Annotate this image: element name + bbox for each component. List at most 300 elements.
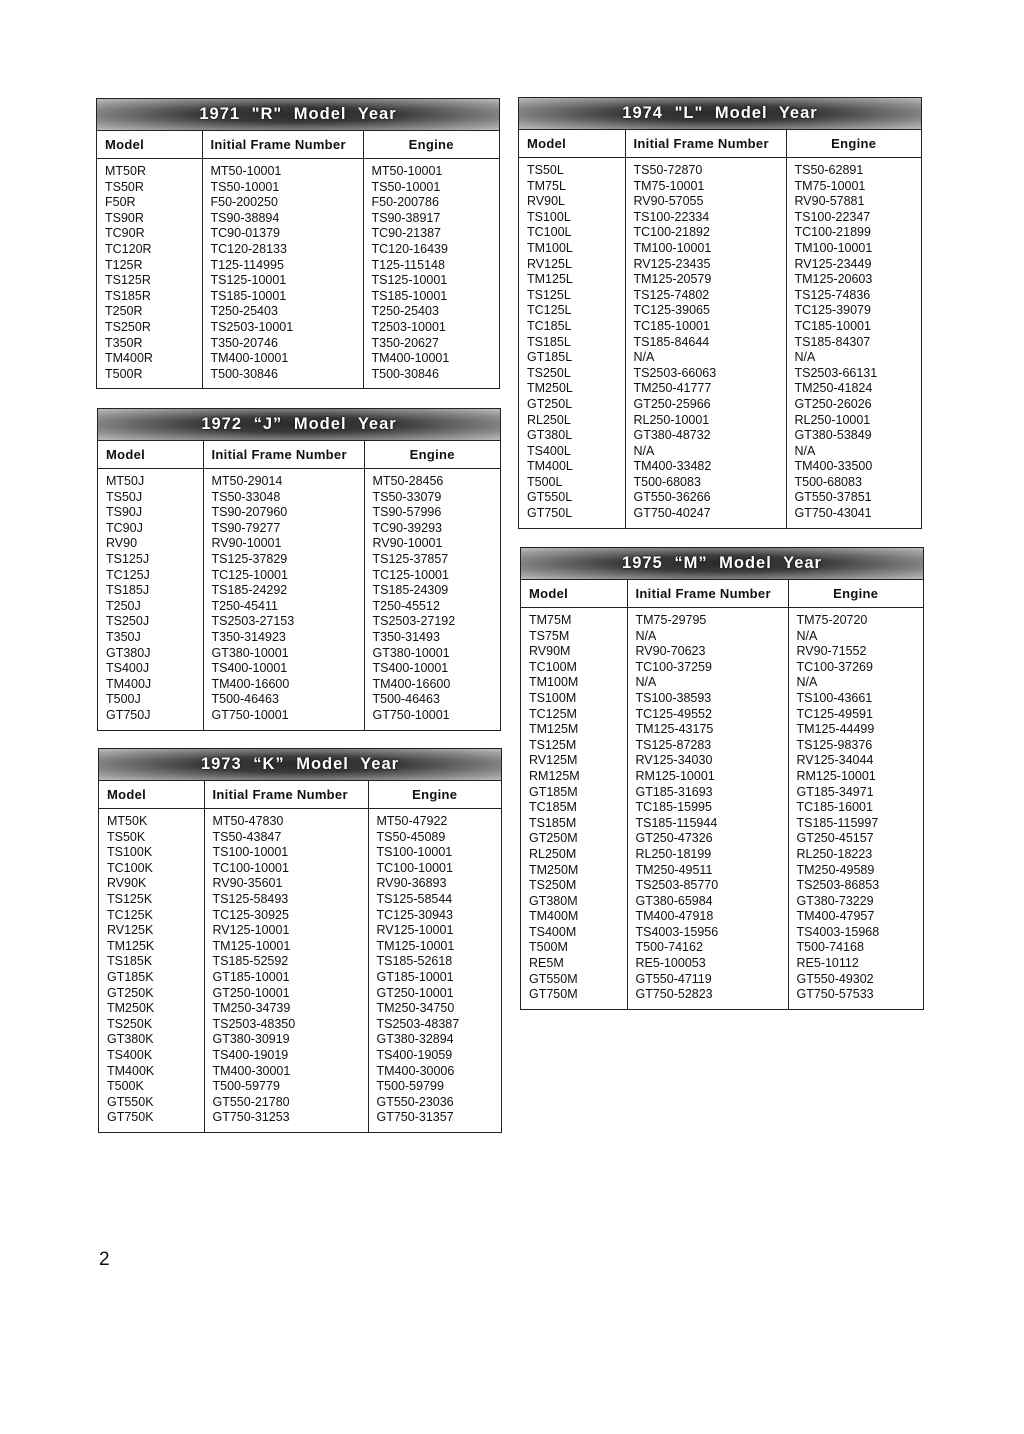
table-row [98, 536, 500, 552]
table-row [97, 211, 499, 227]
header-engine: Engine [786, 130, 921, 158]
table-row [98, 490, 500, 506]
engine-number-cell: T2503-10001 [371, 319, 446, 334]
frame-number-cell: TC100-21892 [625, 225, 786, 241]
model-cell: TS50R [97, 180, 202, 196]
model-cell: TM400J [98, 677, 203, 693]
header-engine: Engine [363, 131, 499, 159]
table-row [98, 661, 500, 677]
table-row [521, 691, 923, 707]
frame-number-cell: GT380-10001 [203, 646, 364, 662]
model-cell: TC120R [97, 242, 202, 258]
frame-number-cell: RV125-34030 [627, 753, 788, 769]
engine-number-cell: TC100-21899 [794, 225, 871, 240]
frame-number-cell: TS185-84644 [625, 335, 786, 351]
model-cell: GT550K [99, 1095, 204, 1111]
model-cell: TM400L [519, 459, 625, 475]
engine-number-cell: GT380-32894 [376, 1032, 454, 1047]
model-cell: GT750J [98, 708, 203, 730]
engine-number-cell: TS2503-27192 [372, 614, 456, 629]
table-row [97, 304, 499, 320]
table-row [98, 568, 500, 584]
engine-number-cell: GT550-23036 [376, 1094, 454, 1109]
engine-number-cell: N/A [796, 628, 818, 643]
model-cell: TS250M [521, 878, 627, 894]
engine-number-cell: T500-68083 [794, 474, 862, 489]
model-cell: TC100M [521, 660, 627, 676]
table-1973 [98, 748, 502, 1133]
model-cell: RE5M [521, 956, 627, 972]
table-row [97, 180, 499, 196]
table-1972 [97, 408, 501, 731]
data-table [519, 130, 921, 528]
frame-number-cell: N/A [627, 675, 788, 691]
model-cell: RM125M [521, 769, 627, 785]
table-title: 1974 "L" Model Year [622, 104, 818, 122]
engine-number-cell: F50-200786 [371, 195, 439, 210]
engine-number-cell: RV90-36893 [376, 876, 447, 891]
header-engine: Engine [364, 441, 500, 469]
engine-number-cell: GT380-73229 [796, 893, 874, 908]
table-row [519, 158, 921, 179]
table-row [99, 809, 501, 830]
header-frame: Initial Frame Number [202, 131, 363, 159]
table-row [98, 614, 500, 630]
model-cell: TC125J [98, 568, 203, 584]
page-number: 2 [99, 1249, 110, 1270]
table-row [98, 552, 500, 568]
engine-number-cell: TC125-10001 [372, 567, 449, 582]
frame-number-cell: TC125-10001 [203, 568, 364, 584]
model-cell: TM250M [521, 863, 627, 879]
model-cell: TS185L [519, 335, 625, 351]
engine-number-cell: TC90-21387 [371, 226, 441, 241]
engine-number-cell: RV90-10001 [372, 536, 443, 551]
table-row [521, 925, 923, 941]
table-row [521, 753, 923, 769]
engine-number-cell: TM125-44499 [796, 722, 875, 737]
model-cell: T250R [97, 304, 202, 320]
engine-number-cell: MT50-28456 [372, 474, 444, 488]
model-cell: RL250L [519, 413, 625, 429]
engine-number-cell: TS90-57996 [372, 505, 442, 520]
table-title: 1975 “M” Model Year [622, 554, 822, 572]
model-cell: TC90R [97, 226, 202, 242]
engine-number-cell: MT50-10001 [371, 164, 443, 178]
table-title: 1971 "R" Model Year [199, 105, 397, 123]
model-cell: TS100K [99, 845, 204, 861]
model-cell: TS250R [97, 320, 202, 336]
frame-number-cell: TS50-33048 [203, 490, 364, 506]
engine-number-cell: N/A [794, 350, 816, 365]
frame-number-cell: TS125-58493 [204, 892, 368, 908]
table-row [99, 845, 501, 861]
engine-number-cell: TS125-98376 [796, 737, 873, 752]
frame-number-cell: TS125-10001 [202, 273, 363, 289]
engine-number-cell: TS185-52618 [376, 954, 453, 969]
model-cell: RL250M [521, 847, 627, 863]
model-cell: TM100L [519, 241, 625, 257]
frame-number-cell: RV125-23435 [625, 257, 786, 273]
engine-number-cell: GT750-10001 [372, 707, 450, 722]
frame-number-cell: TS400-10001 [203, 661, 364, 677]
frame-number-cell: TS125-87283 [627, 738, 788, 754]
table-row [521, 847, 923, 863]
table-row [521, 608, 923, 629]
model-cell: TS185K [99, 954, 204, 970]
model-cell: TC90J [98, 521, 203, 537]
table-row [519, 366, 921, 382]
frame-number-cell: GT250-25966 [625, 397, 786, 413]
table-1975 [520, 547, 924, 1010]
table-row [99, 1110, 501, 1132]
frame-number-cell: TC185-15995 [627, 800, 788, 816]
frame-number-cell: TS2503-10001 [202, 320, 363, 336]
table-row [521, 660, 923, 676]
model-cell: T350R [97, 336, 202, 352]
model-cell: RV125L [519, 257, 625, 273]
table-row [99, 908, 501, 924]
engine-number-cell: TS185-84307 [794, 334, 871, 349]
model-cell: T500R [97, 367, 202, 389]
table-row [519, 319, 921, 335]
table-row [521, 878, 923, 894]
header-model: Model [98, 441, 203, 469]
frame-number-cell: MT50-29014 [203, 469, 364, 490]
table-row [521, 816, 923, 832]
frame-number-cell: T500-30846 [202, 367, 363, 389]
engine-number-cell: RV90-57881 [794, 194, 865, 209]
frame-number-cell: T500-68083 [625, 475, 786, 491]
frame-number-cell: TS185-24292 [203, 583, 364, 599]
model-cell: TS50L [519, 158, 625, 179]
table-row [99, 939, 501, 955]
engine-number-cell: TS50-45089 [376, 829, 446, 844]
table-row [521, 940, 923, 956]
model-cell: TC100K [99, 861, 204, 877]
model-cell: TS400J [98, 661, 203, 677]
engine-number-cell: TS2503-48387 [376, 1016, 460, 1031]
model-cell: TC100L [519, 225, 625, 241]
frame-number-cell: TS90-79277 [203, 521, 364, 537]
frame-number-cell: TC120-28133 [202, 242, 363, 258]
engine-number-cell: TS50-62891 [794, 163, 864, 177]
engine-number-cell: RV125-10001 [376, 923, 454, 938]
model-cell: TM125M [521, 722, 627, 738]
model-cell: RV90K [99, 876, 204, 892]
frame-number-cell: TS125-74802 [625, 288, 786, 304]
table-row [521, 894, 923, 910]
table-row [98, 708, 500, 730]
engine-number-cell: GT185-34971 [796, 784, 874, 799]
model-cell: TS100L [519, 210, 625, 226]
table-row [519, 241, 921, 257]
header-frame: Initial Frame Number [203, 441, 364, 469]
frame-number-cell: GT550-21780 [204, 1095, 368, 1111]
table-row [99, 892, 501, 908]
model-cell: RV125M [521, 753, 627, 769]
table-row [97, 242, 499, 258]
engine-number-cell: T500-74168 [796, 940, 864, 955]
engine-number-cell: T500-30846 [371, 366, 439, 381]
model-cell: GT380L [519, 428, 625, 444]
engine-number-cell: TS125-10001 [371, 273, 448, 288]
model-cell: RV90 [98, 536, 203, 552]
model-cell: GT550L [519, 490, 625, 506]
table-row [519, 475, 921, 491]
frame-number-cell: RV90-35601 [204, 876, 368, 892]
table-row [99, 1032, 501, 1048]
engine-number-cell: RE5-10112 [796, 956, 859, 971]
model-cell: TS125J [98, 552, 203, 568]
engine-number-cell: GT750-43041 [794, 506, 872, 521]
engine-number-cell: TM250-34750 [376, 1001, 455, 1016]
frame-number-cell: TC125-49552 [627, 707, 788, 723]
table-row [521, 738, 923, 754]
frame-number-cell: TC125-39065 [625, 303, 786, 319]
model-cell: TS250J [98, 614, 203, 630]
engine-number-cell: TS400-10001 [372, 661, 449, 676]
table-row [99, 1017, 501, 1033]
frame-number-cell: TS100-22334 [625, 210, 786, 226]
engine-number-cell: GT380-10001 [372, 645, 450, 660]
frame-number-cell: TM250-41777 [625, 381, 786, 397]
frame-number-cell: TC100-10001 [204, 861, 368, 877]
engine-number-cell: TM400-47957 [796, 909, 875, 924]
table-row [97, 367, 499, 389]
model-cell: TM250L [519, 381, 625, 397]
header-engine: Engine [368, 781, 501, 809]
engine-number-cell: TC125-49591 [796, 706, 873, 721]
table-row [98, 505, 500, 521]
frame-number-cell: RV90-57055 [625, 194, 786, 210]
model-cell: GT185L [519, 350, 625, 366]
header-frame: Initial Frame Number [625, 130, 786, 158]
table-row [99, 1064, 501, 1080]
frame-number-cell: N/A [625, 350, 786, 366]
engine-number-cell: TM400-10001 [371, 351, 450, 366]
engine-number-cell: TC185-16001 [796, 800, 873, 815]
frame-number-cell: TS50-72870 [625, 158, 786, 179]
frame-number-cell: TS100-38593 [627, 691, 788, 707]
header-model: Model [521, 580, 627, 608]
table-banner [521, 548, 923, 580]
frame-number-cell: TS2503-66063 [625, 366, 786, 382]
table-row [97, 336, 499, 352]
frame-number-cell: GT380-48732 [625, 428, 786, 444]
frame-number-cell: T350-314923 [203, 630, 364, 646]
frame-number-cell: TS185-52592 [204, 954, 368, 970]
model-cell: TS125M [521, 738, 627, 754]
data-table [99, 781, 501, 1132]
frame-number-cell: T125-114995 [202, 258, 363, 274]
engine-number-cell: TS90-38917 [371, 210, 441, 225]
model-cell: TS185M [521, 816, 627, 832]
table-row [98, 692, 500, 708]
table-row [521, 644, 923, 660]
table-row [99, 970, 501, 986]
table-1971 [96, 98, 500, 389]
table-title: 1972 “J” Model Year [201, 415, 397, 433]
frame-number-cell: MT50-47830 [204, 809, 368, 830]
frame-number-cell: RV90-70623 [627, 644, 788, 660]
engine-number-cell: T350-20627 [371, 335, 439, 350]
frame-number-cell: TM125-10001 [204, 939, 368, 955]
table-row [98, 521, 500, 537]
model-cell: GT185M [521, 785, 627, 801]
model-cell: TM400R [97, 351, 202, 367]
frame-number-cell: TS185-115944 [627, 816, 788, 832]
model-cell: T500K [99, 1079, 204, 1095]
table-row [519, 194, 921, 210]
frame-number-cell: N/A [627, 629, 788, 645]
engine-number-cell: TM75-20720 [796, 613, 868, 627]
model-cell: T250J [98, 599, 203, 615]
table-row [521, 707, 923, 723]
frame-number-cell: TC185-10001 [625, 319, 786, 335]
frame-number-cell: TS2503-48350 [204, 1017, 368, 1033]
table-row [97, 351, 499, 367]
model-cell: F50R [97, 195, 202, 211]
frame-number-cell: F50-200250 [202, 195, 363, 211]
table-row [97, 320, 499, 336]
engine-number-cell: T125-115148 [371, 257, 445, 272]
model-cell: MT50R [97, 159, 202, 180]
model-cell: GT250K [99, 986, 204, 1002]
engine-number-cell: GT550-49302 [796, 971, 874, 986]
model-cell: TM400M [521, 909, 627, 925]
model-cell: TS250K [99, 1017, 204, 1033]
frame-number-cell: TM125-43175 [627, 722, 788, 738]
header-frame: Initial Frame Number [627, 580, 788, 608]
model-cell: TM250K [99, 1001, 204, 1017]
model-cell: TS250L [519, 366, 625, 382]
header-model: Model [99, 781, 204, 809]
frame-number-cell: TS185-10001 [202, 289, 363, 305]
frame-number-cell: GT750-31253 [204, 1110, 368, 1132]
table-row [519, 459, 921, 475]
model-cell: TS185R [97, 289, 202, 305]
model-cell: TS125L [519, 288, 625, 304]
model-cell: TS50K [99, 830, 204, 846]
frame-number-cell: GT250-47326 [627, 831, 788, 847]
model-cell: RV90L [519, 194, 625, 210]
model-cell: TC185M [521, 800, 627, 816]
table-row [521, 785, 923, 801]
frame-number-cell: TS4003-15956 [627, 925, 788, 941]
table-row [521, 722, 923, 738]
table-row [521, 629, 923, 645]
model-cell: TS90J [98, 505, 203, 521]
frame-number-cell: TM125-20579 [625, 272, 786, 288]
engine-number-cell: TC100-10001 [376, 860, 453, 875]
table-row [97, 159, 499, 180]
model-cell: RV90M [521, 644, 627, 660]
model-cell: TM75L [519, 179, 625, 195]
table-row [521, 863, 923, 879]
frame-number-cell: T500-46463 [203, 692, 364, 708]
frame-number-cell: GT380-30919 [204, 1032, 368, 1048]
engine-number-cell: TS100-22347 [794, 209, 871, 224]
table-row [519, 272, 921, 288]
frame-number-cell: TS50-10001 [202, 180, 363, 196]
frame-number-cell: TS2503-27153 [203, 614, 364, 630]
model-cell: TS400L [519, 444, 625, 460]
table-row [97, 195, 499, 211]
frame-number-cell: GT750-10001 [203, 708, 364, 730]
model-cell: TM125L [519, 272, 625, 288]
engine-number-cell: TM400-30006 [376, 1063, 455, 1078]
model-cell: GT250L [519, 397, 625, 413]
model-cell: TS400K [99, 1048, 204, 1064]
engine-number-cell: TM125-10001 [376, 938, 455, 953]
engine-number-cell: TM400-33500 [794, 459, 873, 474]
frame-number-cell: TS100-10001 [204, 845, 368, 861]
frame-number-cell: RE5-100053 [627, 956, 788, 972]
data-table [98, 441, 500, 730]
table-row [98, 469, 500, 490]
engine-number-cell: RL250-10001 [794, 412, 871, 427]
frame-number-cell: TS90-38894 [202, 211, 363, 227]
table-row [519, 210, 921, 226]
table-banner [97, 99, 499, 131]
table-row [521, 769, 923, 785]
table-row [99, 1095, 501, 1111]
table-row [98, 583, 500, 599]
table-row [521, 956, 923, 972]
engine-number-cell: RV125-23449 [794, 256, 872, 271]
data-table [521, 580, 923, 1009]
header-model: Model [519, 130, 625, 158]
engine-number-cell: GT250-45157 [796, 831, 874, 846]
frame-number-cell: TS400-19019 [204, 1048, 368, 1064]
engine-number-cell: T350-31493 [372, 629, 440, 644]
table-row [99, 861, 501, 877]
frame-number-cell: TS50-43847 [204, 830, 368, 846]
model-cell: MT50K [99, 809, 204, 830]
frame-number-cell: TC90-01379 [202, 226, 363, 242]
engine-number-cell: MT50-47922 [376, 814, 448, 828]
model-cell: GT250M [521, 831, 627, 847]
engine-number-cell: TM75-10001 [794, 178, 866, 193]
table-row [519, 303, 921, 319]
model-cell: T125R [97, 258, 202, 274]
table-row [99, 986, 501, 1002]
engine-number-cell: RM125-10001 [796, 768, 876, 783]
frame-number-cell: T350-20746 [202, 336, 363, 352]
engine-number-cell: TS185-10001 [371, 288, 448, 303]
table-row [97, 289, 499, 305]
engine-number-cell: TS185-24309 [372, 583, 449, 598]
frame-number-cell: RL250-10001 [625, 413, 786, 429]
engine-number-cell: T250-45512 [372, 598, 440, 613]
engine-number-cell: TS2503-86853 [796, 878, 880, 893]
model-cell: GT750M [521, 987, 627, 1009]
model-cell: TS125K [99, 892, 204, 908]
table-row [99, 1048, 501, 1064]
table-row [99, 923, 501, 939]
model-cell: GT750K [99, 1110, 204, 1132]
frame-number-cell: TS90-207960 [203, 505, 364, 521]
engine-number-cell: N/A [796, 675, 818, 690]
model-cell: TS50J [98, 490, 203, 506]
model-cell: TC125M [521, 707, 627, 723]
table-1974 [518, 97, 922, 529]
engine-number-cell: TM100-10001 [794, 240, 873, 255]
table-row [519, 225, 921, 241]
table-row [97, 273, 499, 289]
frame-number-cell: TM75-29795 [627, 608, 788, 629]
